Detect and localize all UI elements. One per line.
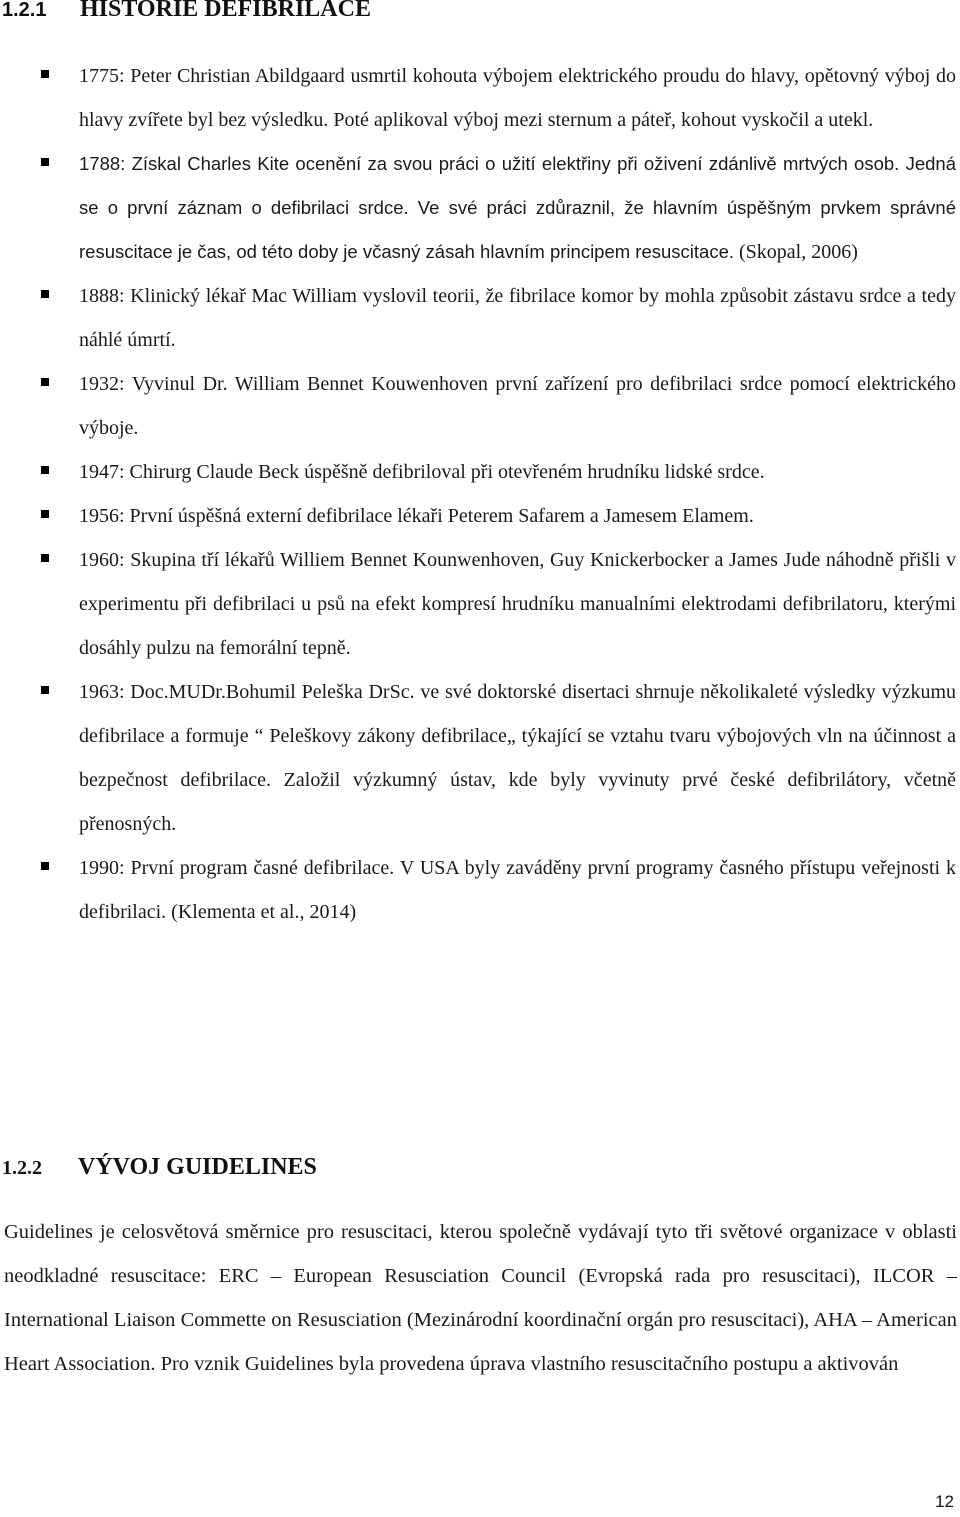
citation: (Skopal, 2006) — [734, 241, 858, 263]
list-item-text: 1775: Peter Christian Abildgaard usmrtil kohouta výbojem elektrického proudu do hlavy, opětovný výboj do hlavy zvířete byl bez výsledku. Poté aplikoval výboj mezi sternum a páteř, kohout vyskočil a utekl. — [79, 65, 956, 131]
list-item — [0, 538, 960, 670]
page-number: 12 — [935, 1492, 954, 1511]
history-list — [0, 54, 960, 934]
bullet-square-icon — [41, 686, 49, 694]
list-item-text — [79, 142, 956, 274]
section-number: 1.2.2 — [2, 1157, 42, 1179]
list-item-text: 1947: Chirurg Claude Beck úspěšně defibriloval při otevřeném hrudníku lidské srdce. — [79, 461, 765, 483]
list-item-text: 1960: Skupina tří lékařů Williem Bennet Kounwenhoven, Guy Knickerbocker a James Jude náhodně přišli v experimentu při defibrilaci u psů na efekt kompresí hrudníku manualními elektrodami defibrilatoru, kterými dosáhly pulzu na femorální tepně. — [79, 549, 956, 659]
bullet-square-icon — [41, 158, 49, 166]
list-item-text: 1956: První úspěšná externí defibrilace lékaři Peterem Safarem a Jamesem Elamem. — [79, 505, 754, 527]
list-item-text: 1932: Vyvinul Dr. William Bennet Kouwenhoven první zařízení pro defibrilaci srdce pomocí elektrického výboje. — [79, 373, 956, 439]
bullet-square-icon — [41, 70, 49, 78]
list-item — [0, 274, 960, 362]
list-item-text: 1963: Doc.MUDr.Bohumil Peleška DrSc. ve své doktorské disertaci shrnuje několikaleté výsledky výzkumu defibrilace a formuje “ Peleškovy zákony defibrilace„ týkající se vztahu tvaru výbojových vln na účinnost a bezpečnost defibrilace. Založil výzkumný ústav, kde byly vyvinuty prvé české defibrilátory, včetně přenosných. — [79, 681, 956, 835]
list-item — [0, 670, 960, 846]
list-item — [0, 846, 960, 934]
list-item — [0, 142, 960, 274]
list-item-text: 1990: První program časné defibrilace. V USA byly zaváděny první programy časného přístupu veřejnosti k defibrilaci. (Klementa et al., 2014) — [79, 857, 956, 923]
section-title: VÝVOJ GUIDELINES — [78, 1154, 317, 1180]
bullet-square-icon — [41, 510, 49, 518]
list-item — [0, 54, 960, 142]
bullet-square-icon — [41, 862, 49, 870]
section-title: HISTORIE DEFIBRILACE — [80, 0, 371, 22]
list-item-text: 1888: Klinický lékař Mac William vyslovil teorii, že fibrilace komor by mohla způsobit zástavu srdce a tedy náhlé úmrtí. — [79, 285, 956, 351]
bullet-square-icon — [41, 290, 49, 298]
list-item-text-part: Ve své práci zdůraznil, že hlavním úspěšným prvkem správné resuscitace je čas, od této doby je včasný zásah hlavním principem resuscitace. — [79, 197, 956, 262]
list-item — [0, 450, 960, 494]
bullet-square-icon — [41, 466, 49, 474]
section-heading-historie — [2, 0, 371, 26]
body-paragraph: Guidelines je celosvětová směrnice pro resuscitaci, kterou společně vydávají tyto tři světové organizace v oblasti neodkladné resuscitace: ERC – European Resusciation Council (Evropská rada pro resuscitaci), ILCOR – International Liaison Commette on Resusciation (Mezinárodní koordinační orgán pro resuscitaci), AHA – American Heart Association. Pro vznik Guidelines byla provedena úprava vlastního resuscitačního postupu a aktivován — [4, 1221, 957, 1375]
bullet-square-icon — [41, 378, 49, 386]
section-heading-guidelines — [2, 1154, 317, 1184]
section-number: 1.2.1 — [2, 0, 47, 21]
list-item — [0, 362, 960, 450]
list-item — [0, 494, 960, 538]
bullet-square-icon — [41, 554, 49, 562]
list-item-text-part: 1788: Získal Charles Kite ocenění za svou práci o užití elektřiny při oživení zdánlivě mrtvých osob. Jedná se o první záznam o defibrilaci srdce. — [79, 153, 956, 218]
